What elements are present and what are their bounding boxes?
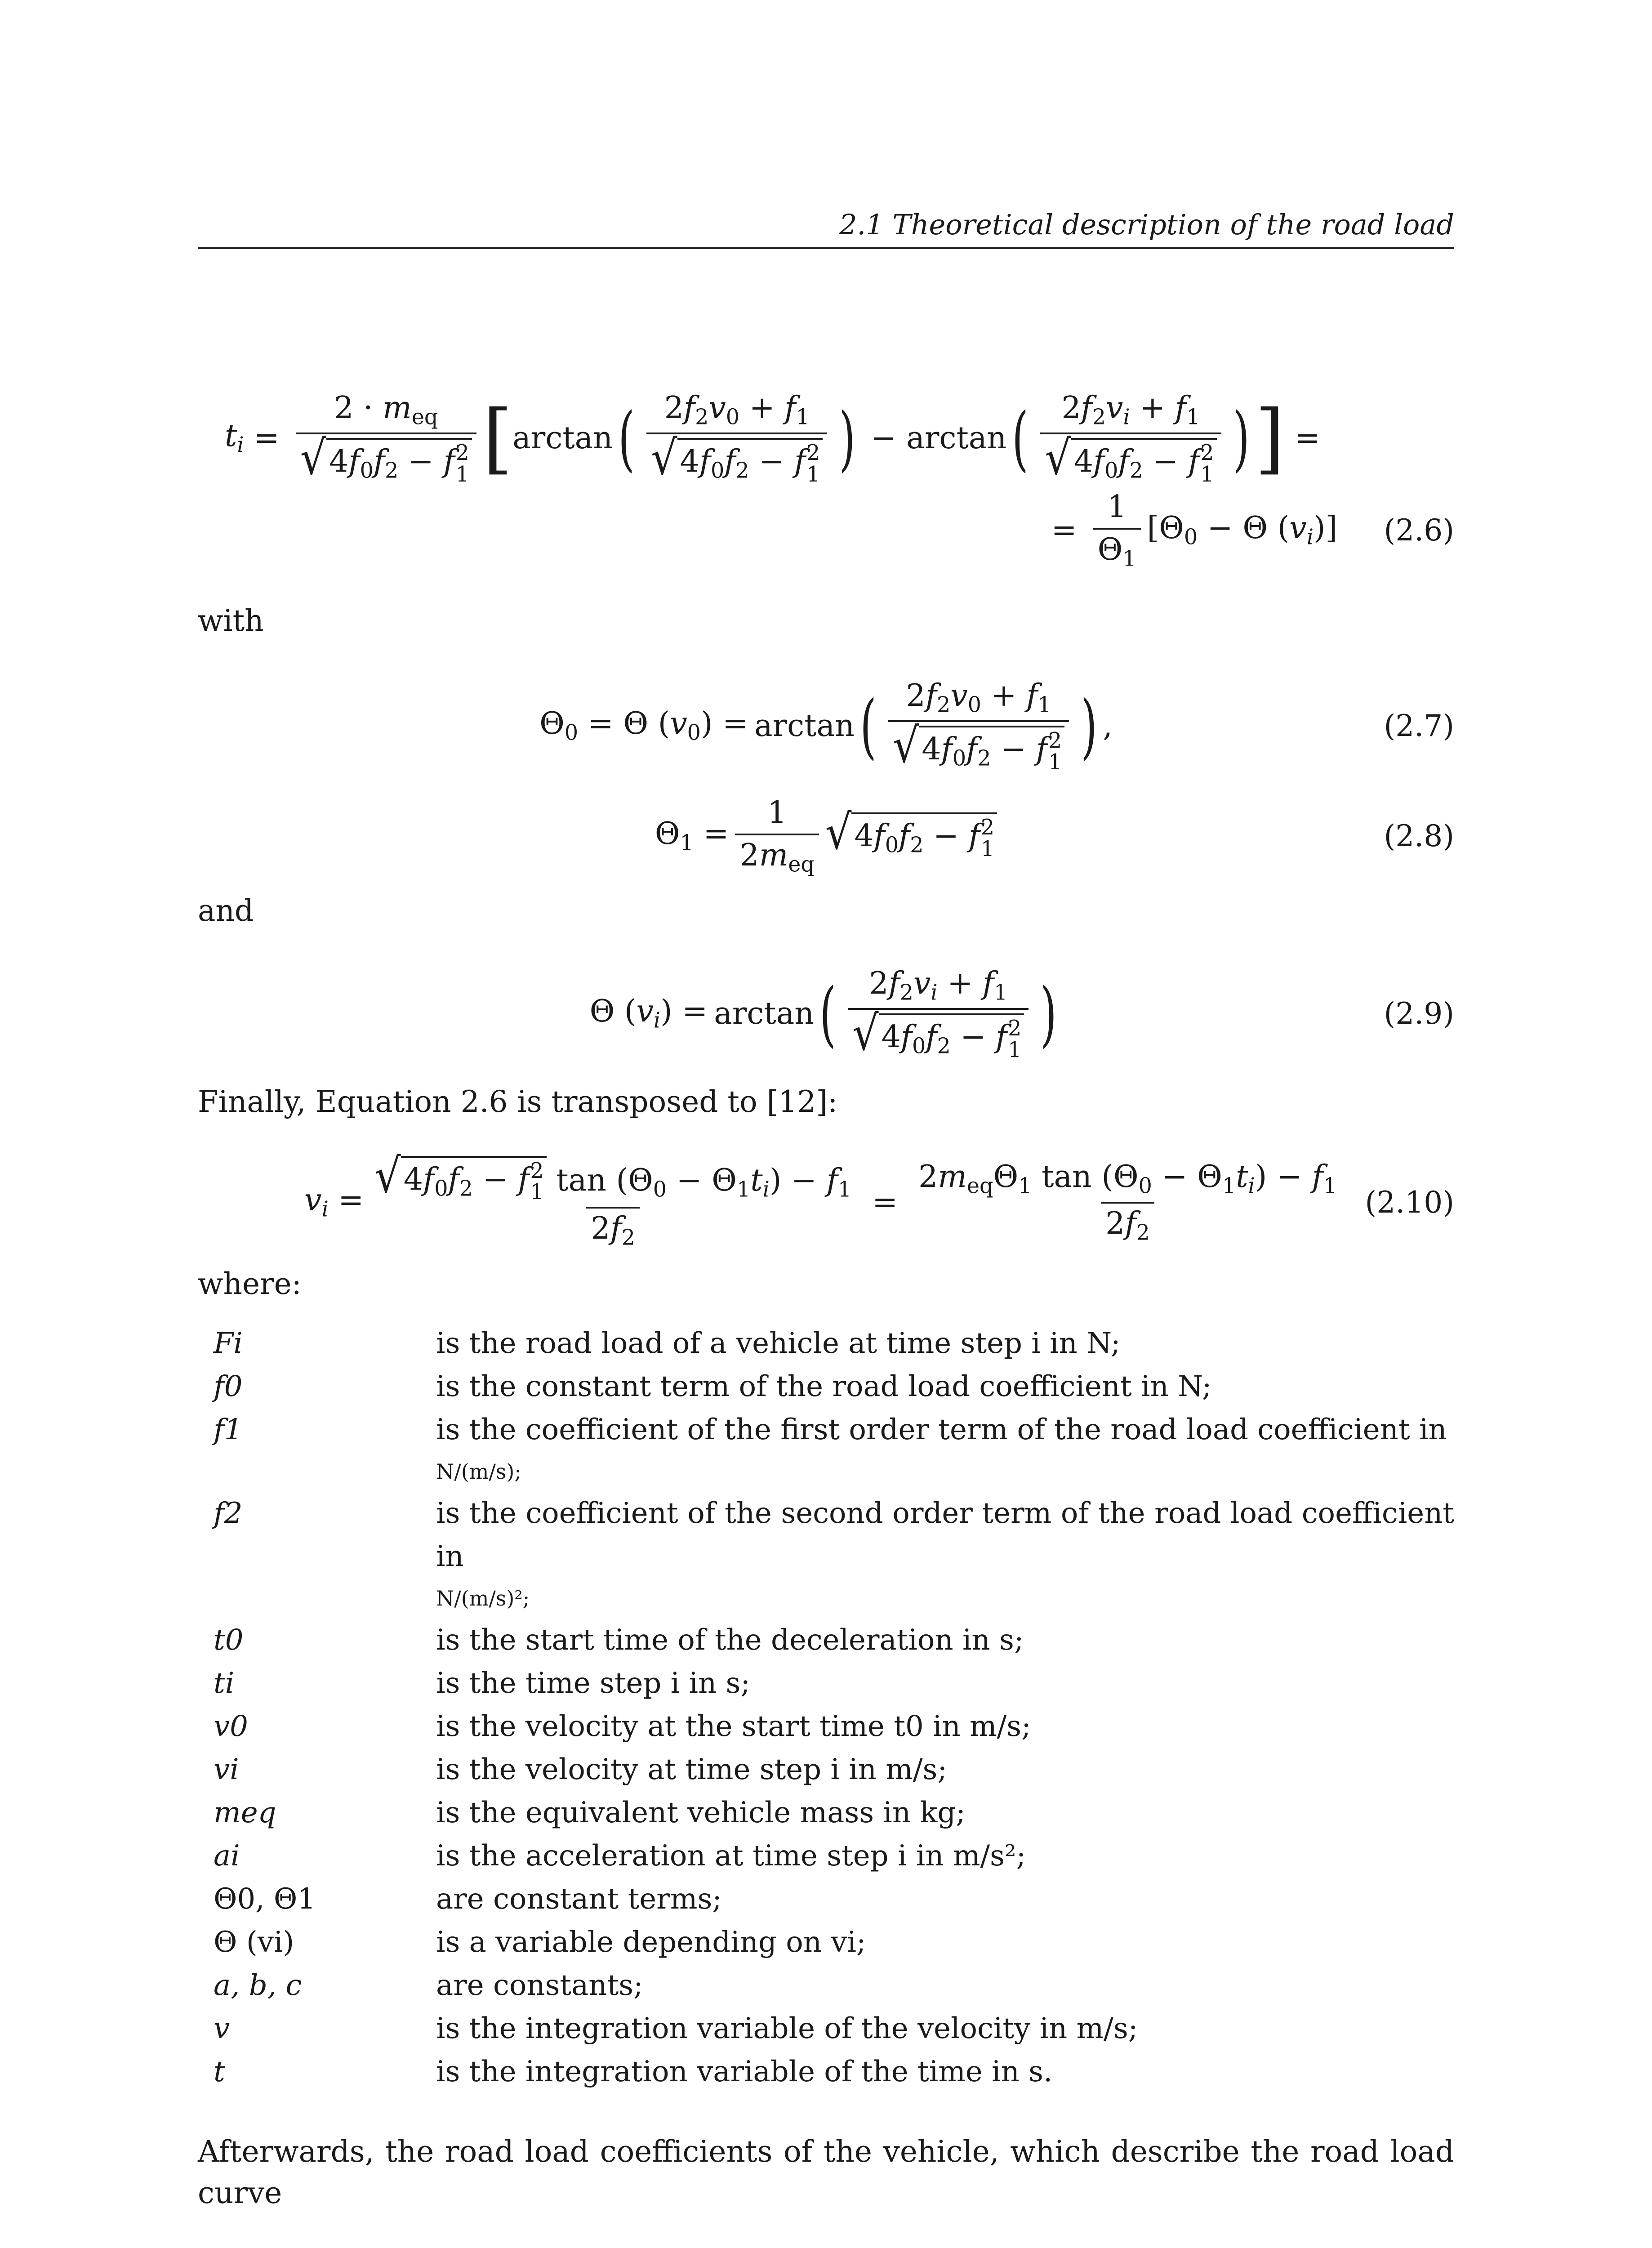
definition-symbol: vi [214, 1753, 239, 1786]
text-where: where: [198, 1267, 302, 1301]
equation-number-2-9: (2.9) [1384, 996, 1454, 1031]
definition-symbol: ti [214, 1667, 235, 1700]
definition-symbol: f1 [214, 1413, 243, 1446]
definition-description: is the start time of the deceleration in s; [436, 1624, 1024, 1657]
definition-symbol: f2 [214, 1497, 243, 1530]
definition-symbol: Fi [214, 1327, 243, 1360]
definition-row [198, 1619, 1454, 1662]
definition-description: is the velocity at time step i in m/s; [436, 1753, 947, 1786]
definition-row [198, 1705, 1454, 1748]
definition-description: is the integration variable of the time in s. [436, 2055, 1053, 2088]
text-with: with [198, 603, 264, 638]
definition-description: is the coefficient of the second order term of the road load coefficient in [436, 1497, 1454, 1573]
definition-symbol: v [214, 2012, 230, 2045]
definition-row [198, 1365, 1454, 1408]
definition-description: is the constant term of the road load coefficient in N; [436, 1370, 1212, 1403]
equation-number-2-10: (2.10) [1365, 1185, 1454, 1220]
definition-row [198, 1791, 1454, 1834]
equation-number-2-6: (2.6) [1384, 513, 1454, 548]
definition-description: is a variable depending on vi; [436, 1926, 866, 1959]
running-header [198, 202, 1454, 249]
definition-row [198, 2050, 1454, 2093]
equation-2-6-line-2: = $\frac{1}{\Theta_1}$ [$\Theta_0 - \Theta$ $(v_i)$] (2.6) [1051, 489, 1454, 571]
definition-row [198, 1964, 1454, 2007]
definition-symbol: Θ0, Θ1 [214, 1882, 316, 1916]
equation-2-6-line-1: $t_i$ = $2 \cdot m_{eq}$ √ $4f_0f_2 - f$ 2 1 [ arctan ( $2f_2v_0 + f_1$ √ $4f_0f_2 - f$ 2 1 ) − arctan ( $2f_2v_i + f_1$ √ $4f_0f_2 - f$ 2 1 ) ] = [225, 390, 1320, 487]
definition-symbol: t0 [214, 1624, 244, 1657]
equation-number-2-7: (2.7) [1384, 708, 1454, 743]
definition-description: is the time step i in s; [436, 1667, 750, 1700]
definition-row [198, 1748, 1454, 1791]
definition-description: are constants; [436, 1969, 643, 2002]
definition-row [198, 1322, 1454, 1365]
equation-2-10: $v_i$ = √ $4f_0f_2 - f$ 2 1 $\tan (\Theta_0 - \Theta_1t_i) - f_1$ $2f_2$ = $\frac{2m_{eq}\Theta_1 \tan (\Theta_0 - \Theta_1t_i) - f_1}{2f_2}$ (2.10) [304, 1148, 1454, 1250]
definition-description: is the acceleration at time step i in m/s²; [436, 1839, 1026, 1873]
definition-row [198, 1662, 1454, 1705]
definition-row [198, 1408, 1454, 1492]
definition-description: is the road load of a vehicle at time step i in N; [436, 1327, 1121, 1360]
definition-symbol: Θ (vi) [214, 1926, 294, 1959]
text-finally: Finally, Equation 2.6 is transposed to [12]: [198, 1084, 838, 1119]
definition-symbol: t [214, 2055, 225, 2088]
definition-description: is the equivalent vehicle mass in kg; [436, 1796, 966, 1829]
text-afterwards: Afterwards, the road load coefficients of the vehicle, which describe the road load curve [198, 2134, 1454, 2211]
definition-row [198, 1878, 1454, 1921]
definition-row [198, 1834, 1454, 1878]
definition-list [198, 1322, 1454, 2093]
equation-number-2-8: (2.8) [1384, 818, 1454, 853]
text-and: and [198, 893, 254, 928]
definition-description: is the velocity at the start time t0 in m/s; [436, 1710, 1031, 1743]
definition-row [198, 1492, 1454, 1619]
definition-row [198, 2007, 1454, 2050]
definition-symbol: v0 [214, 1710, 248, 1743]
definition-symbol: a, b, c [214, 1969, 302, 2002]
equation-2-8: $\Theta_1$ = $\frac{1}{2m_{eq}}$ √ $4f_0f_2 - f$ 2 1 (2.8) [655, 794, 1454, 877]
definition-unit: N/(m/s); [436, 1459, 521, 1484]
equation-2-9: Θ $(v_i)$ = arctan ( $2f_2v_i + f_1$ √ $4f_0f_2 - f$ 2 1 ) (2.9) [589, 965, 1454, 1062]
definition-description: is the integration variable of the velocity in m/s; [436, 2012, 1138, 2045]
definition-unit: N/(m/s)²; [436, 1586, 530, 1610]
definition-description: are constant terms; [436, 1882, 722, 1916]
section-title: 2.1 Theoretical description of the road load [839, 208, 1454, 241]
definition-symbol: ai [214, 1839, 240, 1873]
definition-row [198, 1921, 1454, 1964]
definition-symbol: f0 [214, 1370, 243, 1403]
equation-2-7: $\Theta_0 = \Theta$ $(v_0)$ = arctan ( $2f_2v_0 + f_1$ √ $4f_0f_2 - f$ 2 1 ) , (2.7) [539, 678, 1454, 775]
definition-symbol: meq [214, 1796, 276, 1829]
definition-description: is the coefficient of the first order term of the road load coefficient in [436, 1413, 1447, 1446]
